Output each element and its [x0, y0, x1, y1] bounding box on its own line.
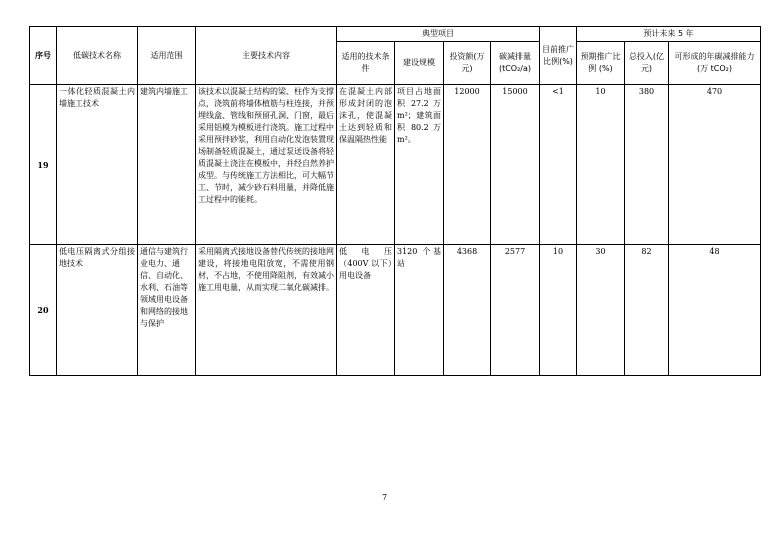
row-expected-ratio: 30: [577, 245, 625, 376]
header-conditions: 适用的技术条件: [337, 42, 395, 85]
row-annual-capacity: 470: [669, 85, 761, 245]
header-scale: 建设规模: [395, 42, 444, 85]
row-investment: 12000: [444, 85, 491, 245]
header-index: 序号: [30, 27, 57, 85]
row-scope: 通信与建筑行业电力、通信、自动化、水利、石油等领域用电设备和网络的接地与保护: [138, 245, 196, 376]
header-expected-ratio: 预期推广比例 (%): [577, 42, 625, 85]
row-scale: 项目占地面积 27.2 万 m²；建筑面积 80.2 万 m²。: [395, 85, 444, 245]
table-row: [30, 85, 761, 245]
row-annual-capacity: 48: [669, 245, 761, 376]
header-scope: 适用范围: [138, 27, 196, 85]
header-tech-name: 低碳技术名称: [57, 27, 138, 85]
row-conditions: 低电压（400V 以下）用电设备: [337, 245, 395, 376]
row-reduction: 15000: [491, 85, 540, 245]
row-investment: 4368: [444, 245, 491, 376]
row-total-investment: 82: [625, 245, 669, 376]
header-annual-capacity: 可形成的年碳减排能力(万 tCO₂): [669, 42, 761, 85]
row-scale: 3120 个基站: [395, 245, 444, 376]
header-total-investment: 总投入(亿元): [625, 42, 669, 85]
row-tech-name: 一体化轻质混凝土内墙施工技术: [57, 85, 138, 245]
row-scope: 建筑内墙施工: [138, 85, 196, 245]
header-current-ratio: 目前推广比例(%): [540, 27, 577, 85]
row-content: 该技术以混凝土结构的梁、柱作为支撑点，浇筑前将墙体植筋与柱连接，并预埋线盒、管线和预留孔洞、门窗，最后采用铝模为模板进行浇筑。施工过程中采用预拌砂浆，利用自动化发泡装置现场制备轻质混凝土，通过泵送设备将轻质混凝土浇注在模板中，并经自然养护成型。与传统施工方法相比，可大幅节工、节时，减少砂石料用量，并降低施工过程中的能耗。: [196, 85, 337, 245]
row-content: 采用隔离式接地设备替代传统的接地网建设，将接地电阻放宽，不需使用钢材，不占地，不使用降阻剂，有效减小施工用电量，从而实现二氧化碳减排。: [196, 245, 337, 376]
row-current-ratio: <1: [540, 85, 577, 245]
row-expected-ratio: 10: [577, 85, 625, 245]
row-total-investment: 380: [625, 85, 669, 245]
header-content: 主要技术内容: [196, 27, 337, 85]
page-number: 7: [381, 493, 388, 502]
row-current-ratio: 10: [540, 245, 577, 376]
technology-table: [29, 26, 761, 376]
header-investment: 投资额(万元): [444, 42, 491, 85]
header-forecast: 预计未来 5 年: [577, 27, 761, 42]
row-conditions: 在混凝土内部形成封闭的泡沫孔，使混凝土达到轻质和保温隔热性能: [337, 85, 395, 245]
row-index: 19: [30, 85, 57, 245]
header-reduction: 碳减排量(tCO₂/a): [491, 42, 540, 85]
row-index: 20: [30, 245, 57, 376]
row-tech-name: 低电压隔离式分组接地技术: [57, 245, 138, 376]
row-reduction: 2577: [491, 245, 540, 376]
header-typical-project: 典型项目: [337, 27, 540, 42]
table-row: [30, 245, 761, 376]
